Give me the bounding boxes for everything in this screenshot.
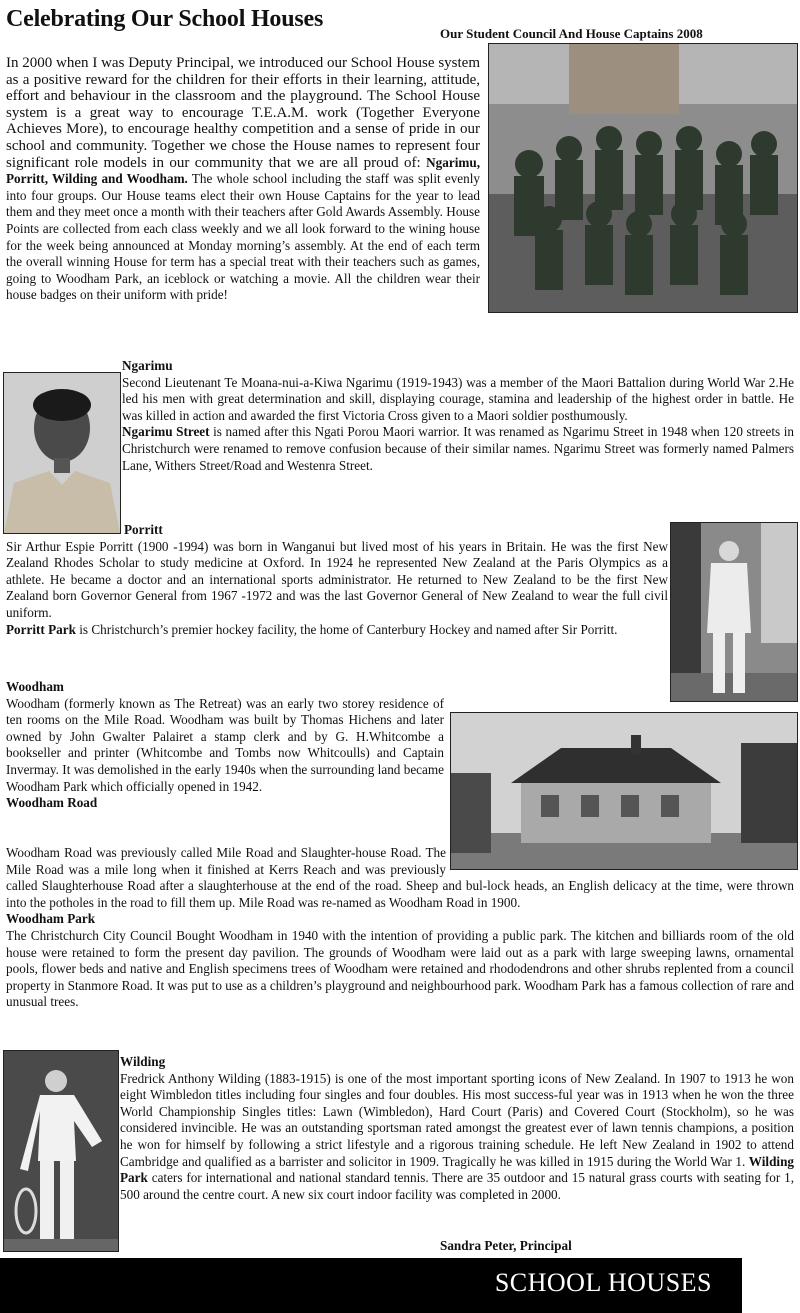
ngarimu-portrait [3, 372, 121, 534]
woodham-heading: Woodham [6, 679, 64, 694]
ngarimu-heading: Ngarimu [122, 358, 173, 373]
house-names: Ngarimu, Porritt, Wilding and Woodham. [6, 154, 480, 187]
footer-title: SCHOOL HOUSES [494, 1268, 712, 1297]
porritt-park-text: Porritt Park is Christchurch’s premier hockey facility, the home of Canterbury Hockey and named after Sir Porritt. [6, 621, 618, 637]
footer-banner [0, 1258, 742, 1313]
woodham-history: Woodham (formerly known as The Retreat) was an early two storey residence of ten rooms on the Mile Road. Woodham was built by Thomas Hichens and later owned by John Gwalter Palairet a stamp clerk and by G. H.Whitcombe a bookseller and printer (Whitcombe and Tombs now Whitcoulls) and Captain Invermay. It was demolished in the early 1940s when the surrounding land became Woodham Park which officially opened in 1942. [6, 695, 444, 794]
page-title: Celebrating Our School Houses [6, 6, 324, 32]
porritt-photo [670, 522, 798, 702]
woodham-park-text: The Christchurch City Council Bought Woodham in 1940 with the intention of providing a public park. The kitchen and billiards room of the old house were retained to form the present day pavilion. The grounds of Woodham were laid out as a park with large sweeping lawns, ornamental pools, flower beds and native and English specimens trees of Woodham were retained and rhododendrons and other shrubs replented from a council property in Stanmore Road. It was put to use as a children’s playground and neighbourhood park. Woodham Park has a famous collection of rare and unusual trees. [6, 927, 794, 1010]
photo-caption: Our Student Council And House Captains 2008 [440, 26, 703, 41]
intro-paragraph: In 2000 when I was Deputy Principal, we introduced our School House system as a positive reward for the children for their efforts in their learning, attitude, effort and behaviour in the classroom and the playground. The School House system is a great way to encourage T.E.A.M. work (Together Everyone Achieves More), to encourage healthy competition and a sense of pride in our school and community. Together we chose the House names to represent four significant role models in our community that we are all proud of: Ngarimu, Porritt, Wilding and Woodham. The whole school including the staff was split evenly into four groups. Our House teams elect their own House Captains for the year to lead them and they meet once a month with their teachers after Gold Awards Assembly. House Points are collected from each class weekly and we all look forward to the wining house for the week being announced at Monday morning’s assembly. At the end of each term the overall winning House for term has a special treat with their teachers such as games, going to Woodham Park, an iceblock or watching a movie. All the children wear their house badges on their uniform with pride! [6, 55, 481, 303]
porritt-bio: Sir Arthur Espie Porritt (1900 -1994) was born in Wanganui but lived most of his years in Britain. He was the first New Zealand Rhodes Scholar to study medicine at Oxford. In 1924 he represented New Zealand at the Paris Olympics as a athlete. He became a doctor and an international sports administrator. He returned to New Zealand to be the first New Zealand born Governor General from 1967 -1972 and was the last Governor General of New Zealand to wear the full civil uniform. [6, 538, 668, 620]
principal-signature: Sandra Peter, Principal [440, 1238, 572, 1253]
ngarimu-bio: Second Lieutenant Te Moana-nui-a-Kiwa Ngarimu (1919-1943) was a member of the Maori Battalion during World War 2.He led his men with great determination and skill, displaying courage, stamina and leadership of the highest order in battle. He was killed in action and awarded the first Victoria Cross given to a Maori soldier posthumously. [122, 374, 794, 423]
woodham-park-heading: Woodham Park [6, 911, 96, 927]
ngarimu-street-text: Ngarimu Street is named after this Ngati Porou Maori warrior. It was renamed as Ngarimu Street in 1948 when 120 streets in Christchurch were renamed to remove confusion because of their similar names. Ngarimu Street was formerly named Palmers Lane, Withers Street/Road and Westenra Street. [122, 424, 794, 473]
woodham-road-text: Woodham Road was previously called Mile Road and Slaughter-house Road. The Mile Road was a mile long when it finished at Kerrs Reach and was previously called Slaughterhouse Road after a slaughterhouse at the end of the road. Sheep and bul-lock heads, an English delicacy at the time, were thrown into the potholes in the road to fill them up. Mile Road was re-named as Woodham Road in 1900. [6, 845, 794, 910]
porritt-heading: Porritt [124, 522, 163, 537]
wilding-bio: Fredrick Anthony Wilding (1883-1915) is one of the most important sporting icons of New Zealand. In 1907 to 1913 he won eight Wimbledon titles including four singles and four doubles. His most success-ful year was in 1913 when he won the three World Championship Singles titles: Lawn (Wimbledon), Hard Court (Paris) and Covered Court (Stockholm), so he was considered invincible. He was an outstanding sportsman rated amongst the greatest ever of lawn tennis champions, a position he won for himself by following a strict lifestyle and a rigorous training schedule. He left New Zealand in 1902 to attend Cambridge and qualified as a barrister and solicitor in 1909. Tragically he was killed in 1915 during the World War 1. Wilding Park caters for international and national standard tennis. There are 35 outdoor and 15 natural grass courts with seating for 1, 500 around the centre court. A new six court indoor facility was completed in 2000. [120, 1070, 794, 1202]
woodham-road-heading: Woodham Road [6, 795, 98, 811]
wilding-photo [3, 1050, 119, 1252]
wilding-heading: Wilding [120, 1054, 166, 1069]
